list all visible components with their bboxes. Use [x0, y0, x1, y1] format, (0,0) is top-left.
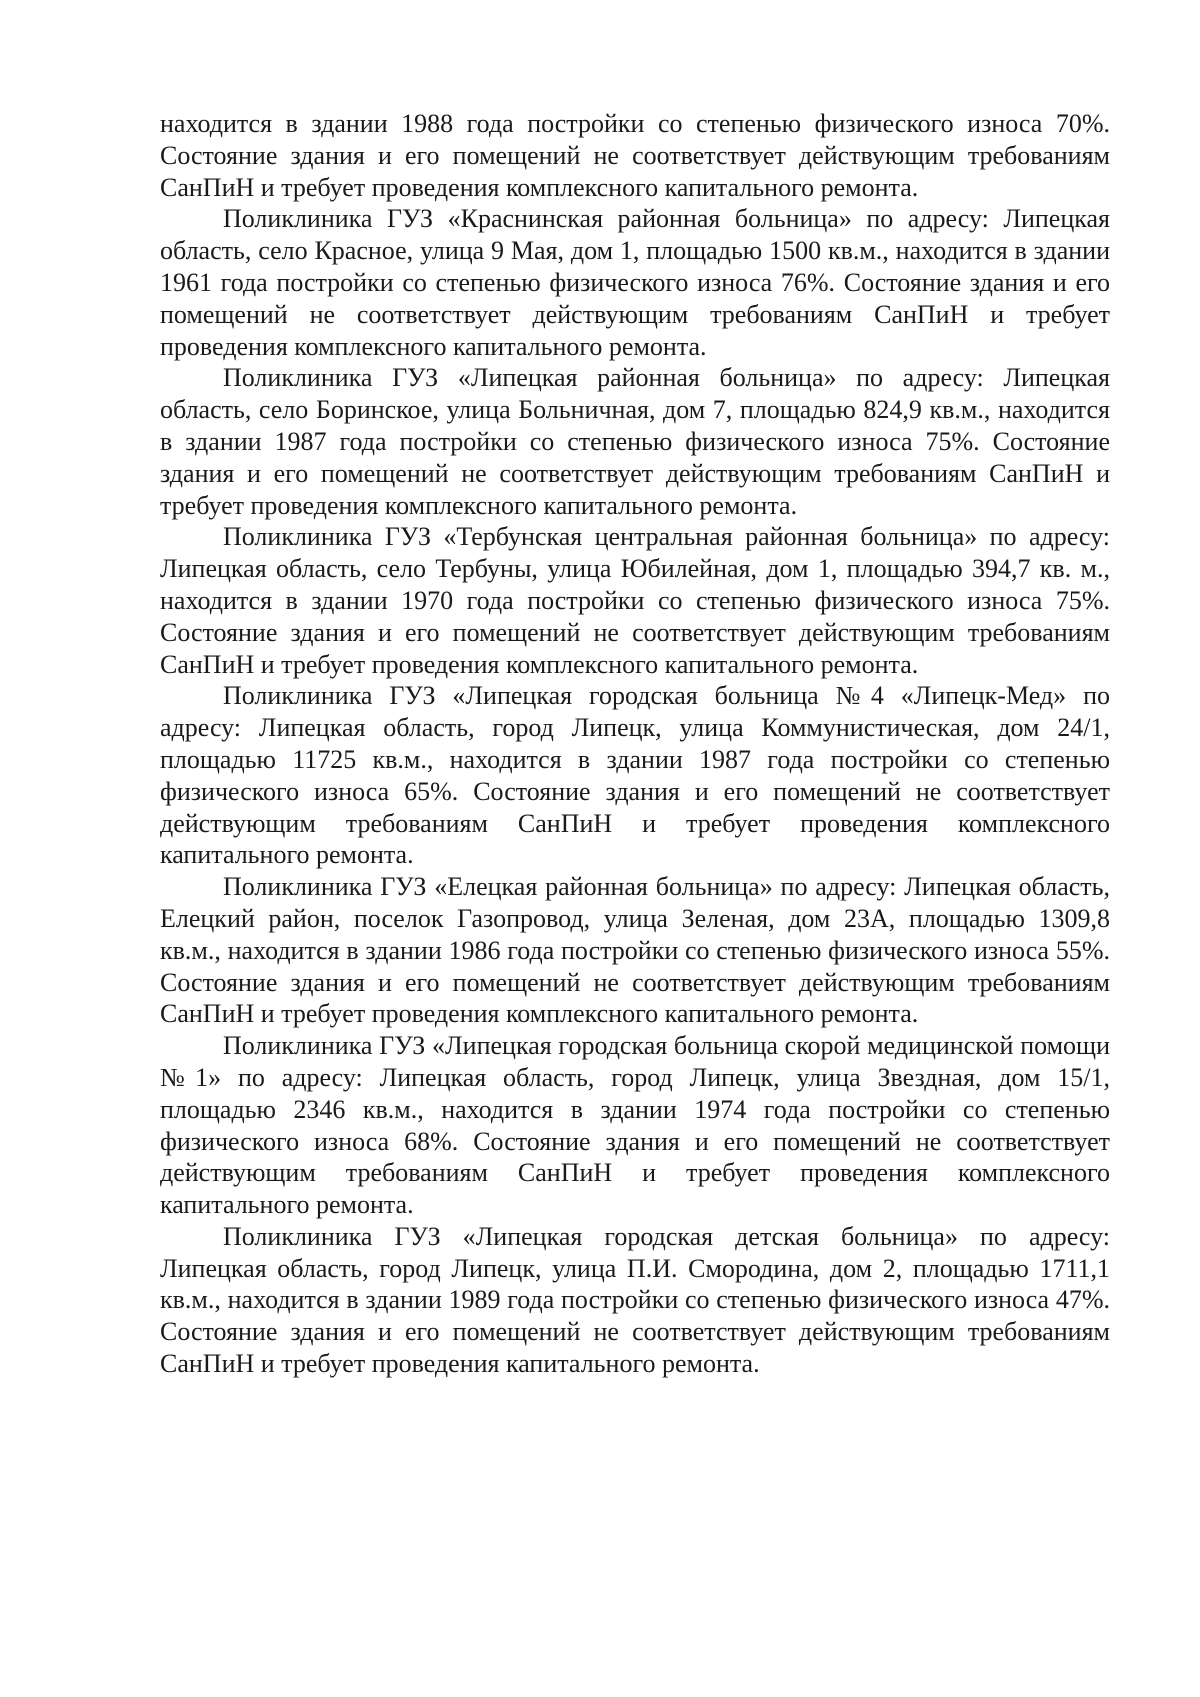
paragraph-krasnoe-polyclinic: Поликлиника ГУЗ «Краснинская районная больница» по адресу: Липецкая область, село Красное, улица 9 Мая, дом 1, площадью 1500 кв.м., находится в здании 1961 года постройки со степенью физического износа 76%. Состояние здания и его помещений не соответствует действующим требованиям СанПиН и требует проведения комплексного капитального ремонта. [160, 204, 1110, 361]
paragraph-lipetsk-city-hospital-4: Поликлиника ГУЗ «Липецкая городская больница №4 «Липецк-Мед» по адресу: Липецкая область, город Липецк, улица Коммунистическая, дом 24/1, площадью 11725 кв.м., находится в здании 1987 года постройки со степенью физического износа 65%. Состояние здания и его помещений не соответствует действующим требованиям СанПиН и требует проведения комплексного капитального ремонта. [160, 681, 1110, 870]
paragraph-continuation: находится в здании 1988 года постройки со степенью физического износа 70%. Состояние здания и его помещений не соответствует действующим требованиям СанПиН и требует проведения комплексного капитального ремонта. [160, 109, 1110, 202]
paragraph-terbuny-polyclinic: Поликлиника ГУЗ «Тербунская центральная районная больница» по адресу: Липецкая область, село Тербуны, улица Юбилейная, дом 1, площадью 394,7 кв. м., находится в здании 1970 года постройки со степенью физического износа 75%. Состояние здания и его помещений не соответствует действующим требованиям СанПиН и требует проведения комплексного капитального ремонта. [160, 522, 1110, 679]
paragraph-emergency-hospital-1: Поликлиника ГУЗ «Липецкая городская больница скорой медицинской помощи №1» по адресу: Липецкая область, город Липецк, улица Звездная, дом 15/1, площадью 2346 кв.м., находится в здании 1974 года постройки со степенью физического износа 68%. Состояние здания и его помещений не соответствует действующим требованиям СанПиН и требует проведения комплексного капитального ремонта. [160, 1031, 1110, 1220]
paragraph-childrens-hospital: Поликлиника ГУЗ «Липецкая городская детская больница» по адресу: Липецкая область, город Липецк, улица П.И. Смородина, дом 2, площадью 1711,1 кв.м., находится в здании 1989 года постройки со степенью физического износа 47%. Состояние здания и его помещений не соответствует действующим требованиям СанПиН и требует проведения капитального ремонта. [160, 1221, 1110, 1379]
paragraph-elets-district-polyclinic: Поликлиника ГУЗ «Елецкая районная больница» по адресу: Липецкая область, Елецкий район, поселок Газопровод, улица Зеленая, дом 23А, площадью 1309,8 кв.м., находится в здании 1986 года постройки со степенью физического износа 55%. Состояние здания и его помещений не соответствует действующим требованиям СанПиН и требует проведения комплексного капитального ремонта. [160, 872, 1110, 1029]
document-body [160, 108, 1110, 1380]
paragraph-lipetsk-district-polyclinic: Поликлиника ГУЗ «Липецкая районная больница» по адресу: Липецкая область, село Боринское, улица Больничная, дом 7, площадью 824,9 кв.м., находится в здании 1987 года постройки со степенью физического износа 75%. Состояние здания и его помещений не соответствует действующим требованиям СанПиН и требует проведения комплексного капитального ремонта. [160, 363, 1110, 520]
